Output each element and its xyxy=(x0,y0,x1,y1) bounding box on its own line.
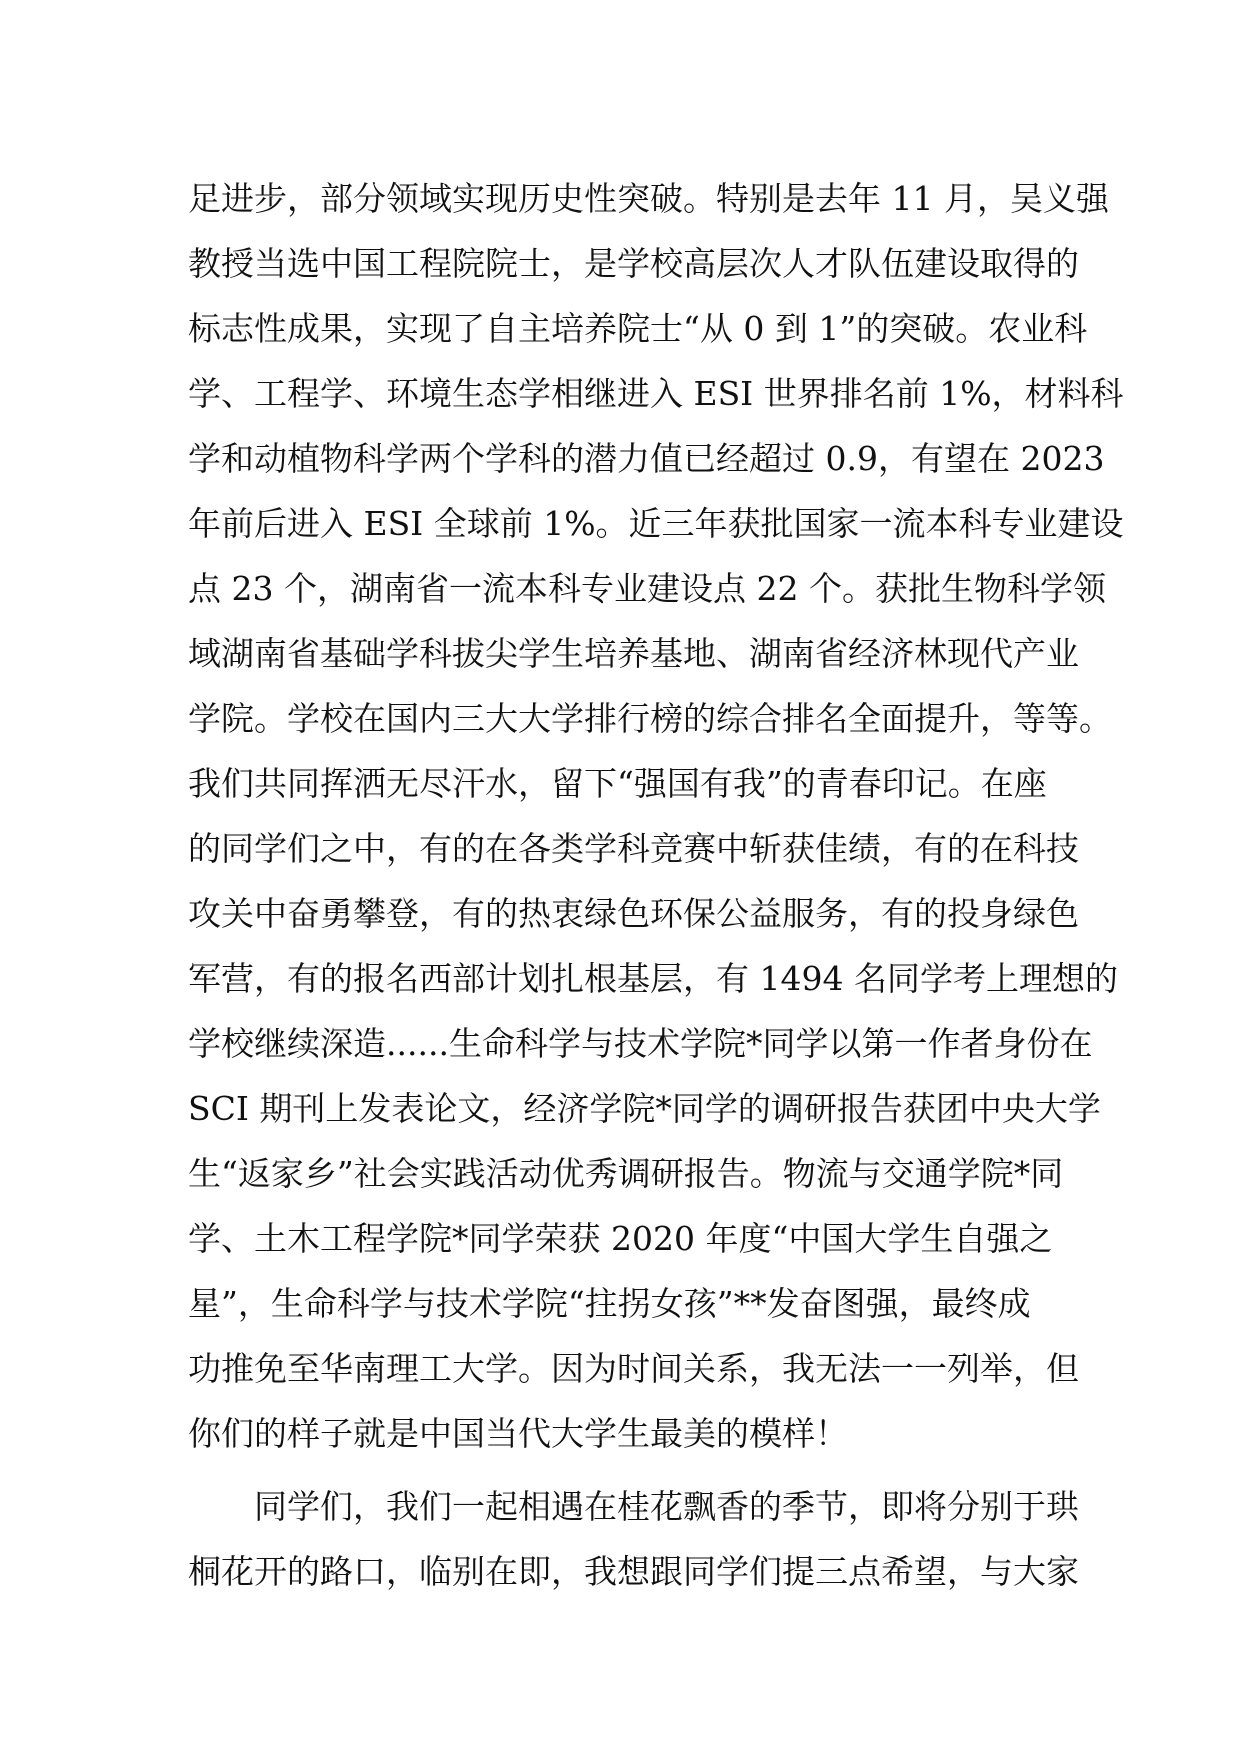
text-line: 我们共同挥洒无尽汗水，留下“强国有我”的青春印记。在座 xyxy=(188,764,1047,803)
text-line: 足进步，部分领域实现历史性突破。特别是去年 11 月，吴义强 xyxy=(188,179,1109,218)
text-line: 教授当选中国工程院院士，是学校高层次人才队伍建设取得的 xyxy=(188,244,1079,283)
paragraph-1 xyxy=(188,166,1124,1466)
text-line: 的同学们之中，有的在各类学科竞赛中斩获佳绩，有的在科技 xyxy=(188,829,1079,868)
text-line: 学、工程学、环境生态学相继进入 ESI 世界排名前 1%，材料科 xyxy=(188,374,1124,413)
text-line: 学、土木工程学院*同学荣获 2020 年度“中国大学生自强之 xyxy=(188,1219,1053,1258)
paragraph-2 xyxy=(188,1474,1079,1604)
text-line: 攻关中奋勇攀登，有的热衷绿色环保公益服务，有的投身绿色 xyxy=(188,894,1079,933)
text-line: 星”，生命科学与技术学院“拄拐女孩”**发奋图强，最终成 xyxy=(188,1284,1031,1323)
text-line: 军营，有的报名西部计划扎根基层，有 1494 名同学考上理想的 xyxy=(188,959,1118,998)
text-line: SCI 期刊上发表论文，经济学院*同学的调研报告获团中央大学 xyxy=(188,1089,1101,1128)
text-line: 年前后进入 ESI 全球前 1%。近三年获批国家一流本科专业建设 xyxy=(188,504,1124,543)
text-line: 你们的样子就是中国当代大学生最美的模样！ xyxy=(188,1414,848,1453)
text-line: 点 23 个，湖南省一流本科专业建设点 22 个。获批生物科学领 xyxy=(188,569,1106,608)
text-line: 学院。学校在国内三大大学排行榜的综合排名全面提升，等等。 xyxy=(188,699,1112,738)
text-line: 生“返家乡”社会实践活动优秀调研报告。物流与交通学院*同 xyxy=(188,1154,1064,1193)
text-line: 功推免至华南理工大学。因为时间关系，我无法一一列举，但 xyxy=(188,1349,1079,1388)
text-line: 桐花开的路口，临别在即，我想跟同学们提三点希望，与大家 xyxy=(188,1552,1079,1591)
text-line: 学校继续深造......生命科学与技术学院*同学以第一作者身份在 xyxy=(188,1024,1093,1063)
body-text xyxy=(188,166,1124,1604)
paragraph-gap xyxy=(188,1466,1068,1474)
text-line: 学和动植物科学两个学科的潜力值已经超过 0.9，有望在 2023 xyxy=(188,439,1105,478)
text-line: 域湖南省基础学科拔尖学生培养基地、湖南省经济林现代产业 xyxy=(188,634,1079,673)
text-line: 标志性成果，实现了自主培养院士“从 0 到 1”的突破。农业科 xyxy=(188,309,1088,348)
text-line: 同学们，我们一起相遇在桂花飘香的季节，即将分别于珙 xyxy=(254,1487,1079,1526)
